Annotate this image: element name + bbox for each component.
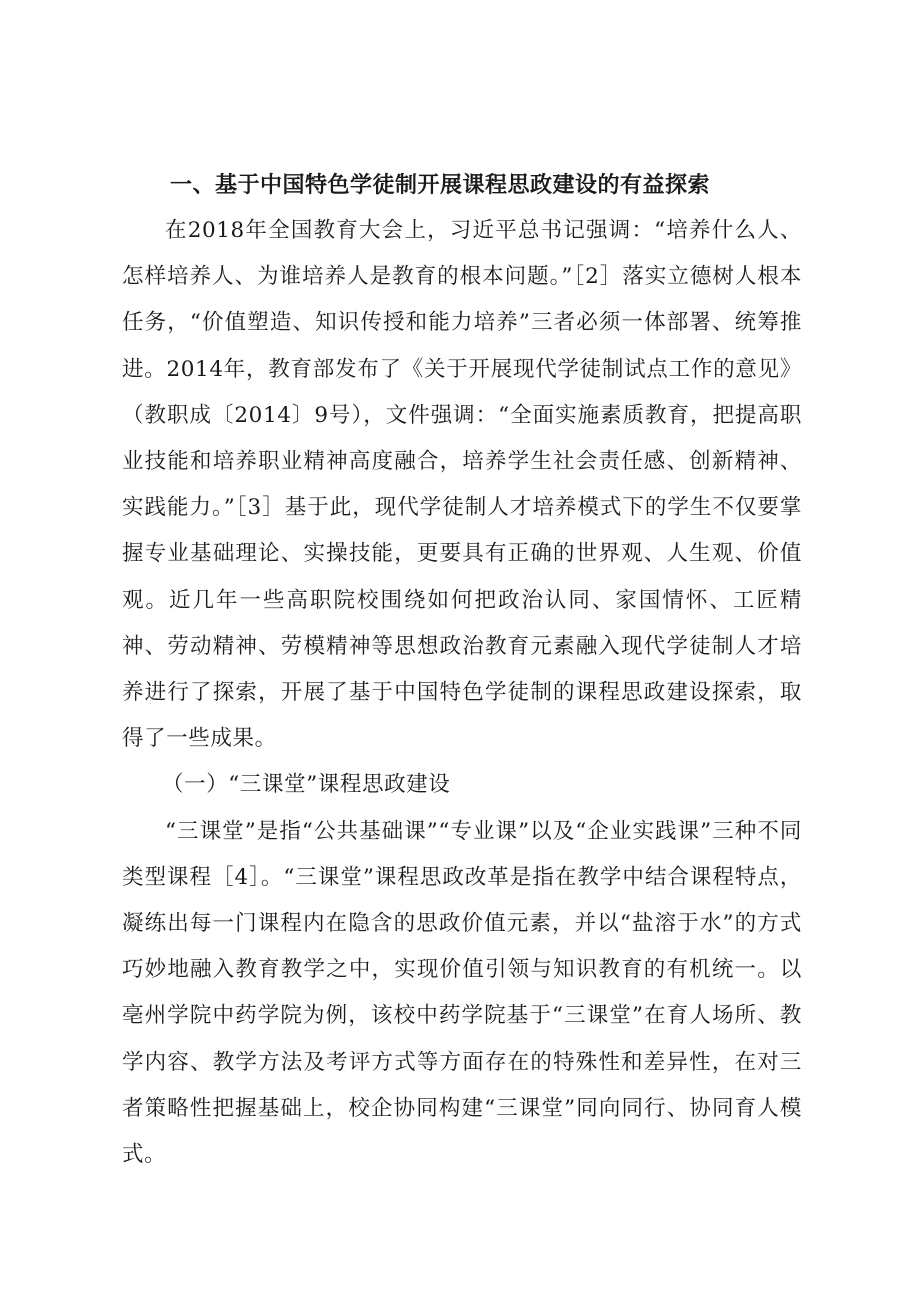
document-page: [122, 168, 802, 1178]
section-heading: 一、基于中国特色学徒制开展课程思政建设的有益探索: [170, 173, 711, 198]
body-paragraph-1: 在2018年全国教育大会上，习近平总书记强调：“培养什么人、怎样培养人、为谁培养人是教育的根本问题。”［2］落实立德树人根本任务，“价值塑造、知识传授和能力培养”三者必须一体部署、统筹推进。2014年，教育部发布了《关于开展现代学徒制试点工作的意见》（教职成〔2014〕9号），文件强调：“全面实施素质教育，把提高职业技能和培养职业精神高度融合，培养学生社会责任感、创新精神、实践能力。”［3］基于此，现代学徒制人才培养模式下的学生不仅要掌握专业基础理论、实操技能，更要具有正确的世界观、人生观、价值观。近几年一些高职院校围绕如何把政治认同、家国情怀、工匠精神、劳动精神、劳模精神等思想政治教育元素融入现代学徒制人才培养进行了探索，开展了基于中国特色学徒制的课程思政建设探索，取得了一些成果。: [122, 218, 802, 752]
body-paragraph-2: “三课堂”是指“公共基础课”“专业课”以及“企业实践课”三种不同类型课程［4］。“三课堂”课程思政改革是指在教学中结合课程特点，凝练出每一门课程内在隐含的思政价值元素，并以“盐溶于水”的方式巧妙地融入教育教学之中，实现价值引领与知识教育的有机统一。以亳州学院中药学院为例，该校中药学院基于“三课堂”在育人场所、教学内容、教学方法及考评方式等方面存在的特殊性和差异性，在对三者策略性把握基础上，校企协同构建“三课堂”同向同行、协同育人模式。: [122, 818, 802, 1168]
subsection-heading: （一）“三课堂”课程思政建设: [162, 772, 451, 798]
